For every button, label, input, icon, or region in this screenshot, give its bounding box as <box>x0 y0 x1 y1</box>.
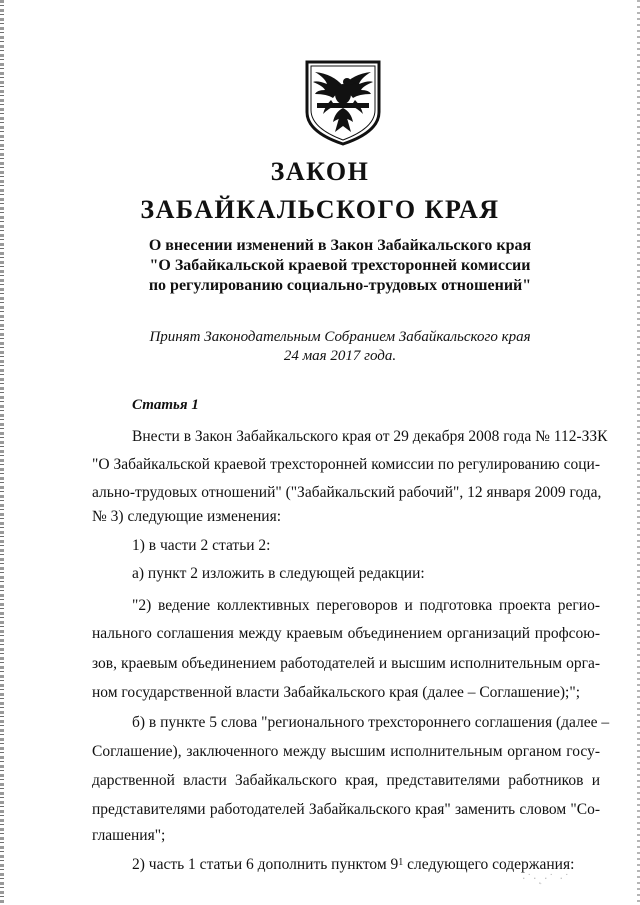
scan-edge-left <box>0 0 4 905</box>
body-line: ально-трудовых отношений" ("Забайкальский рабочий", 12 января 2009 года, <box>92 484 602 501</box>
amendment-item-2-text: 2) часть 1 статьи 6 дополнить пунктом 9 <box>132 856 399 873</box>
scan-noise-mark: ·˙·˛·˙ ·˙ <box>522 872 571 885</box>
body-line: № 3) следующие изменения: <box>92 508 282 525</box>
law-region-title: ЗАБАЙКАЛЬСКОГО КРАЯ <box>140 195 500 224</box>
quoted-text-line: ном государственной власти Забайкальского края (далее – Соглашение);"; <box>92 684 581 701</box>
amendment-item-1b-line: глашения"; <box>92 827 166 844</box>
body-line: Внести в Закон Забайкальского края от 29 декабря 2008 года № 112-ЗЗК <box>132 428 608 445</box>
amendment-item-1b-line: Соглашение), заключенного между высшим исполнительным органом госу- <box>92 743 600 760</box>
adoption-note-line-1: Принят Законодательным Собранием Забайкальского края <box>149 329 531 345</box>
quoted-text-line: "2) ведение коллективных переговоров и подготовка проекта регио- <box>132 597 600 614</box>
law-title: ЗАКОН <box>270 157 370 186</box>
article-heading: Статья 1 <box>132 397 199 413</box>
quoted-text-line: зов, краевым объединением работодателей и высшим исполнительным орга- <box>92 655 600 672</box>
law-subject-line-3: по регулированию социально-трудовых отношений" <box>148 277 532 294</box>
amendment-item-1: 1) в части 2 статьи 2: <box>132 537 271 554</box>
superscript-number: 1 <box>398 857 404 868</box>
amendment-item-2 <box>132 855 574 875</box>
amendment-item-1b-line: дарственной власти Забайкальского края, представителями работников и <box>92 772 600 789</box>
amendment-item-2-tail: следующего содержания: <box>403 856 575 873</box>
amendment-item-1a: а) пункт 2 изложить в следующей редакции: <box>132 565 425 582</box>
law-subject-line-2: "О Забайкальской краевой трехсторонней комиссии <box>149 257 531 274</box>
amendment-item-1b-line: представителями работодателей Забайкальского края" заменить словом "Со- <box>92 801 600 818</box>
adoption-date: 24 мая 2017 года. <box>283 348 397 364</box>
law-subject-line-1: О внесении изменений в Закон Забайкальского края <box>148 237 532 254</box>
coat-of-arms-eagle-icon <box>303 60 383 146</box>
body-line: "О Забайкальской краевой трехсторонней комиссии по регулированию соци- <box>92 456 600 473</box>
amendment-item-1b-line: б) в пункте 5 слова "регионального трехстороннего соглашения (далее – <box>132 714 610 731</box>
quoted-text-line: нального соглашения между краевым объединением организаций профсою- <box>92 625 600 642</box>
